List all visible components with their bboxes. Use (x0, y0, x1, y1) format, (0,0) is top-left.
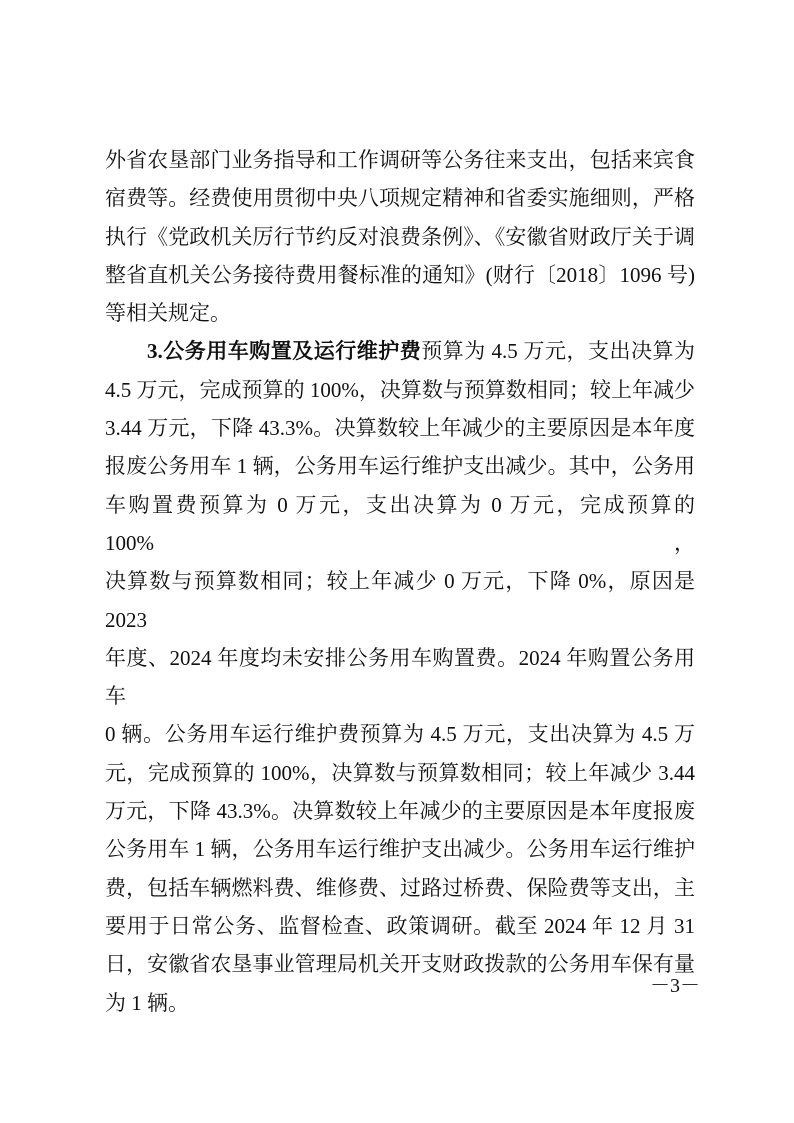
text-segment: 预算为 4.5 万元，支出决算为 (421, 339, 695, 364)
text-line: 费，包括车辆燃料费、维修费、过路过桥费、保险费等支出，主 (105, 875, 695, 900)
text-line: 0 辆。公务用车运行维护费预算为 4.5 万元，支出决算为 4.5 万 (105, 722, 695, 747)
text-line: 整省直机关公务接待费用餐标准的通知》(财行〔2018〕1096 号) (105, 262, 695, 287)
document-body (105, 141, 695, 1022)
text-line: 车购置费预算为 0 万元，支出决算为 0 万元，完成预算的 100%， (105, 492, 695, 555)
text-line: 为 1 辆。 (105, 990, 189, 1015)
text-line: 3.44 万元，下降 43.3%。决算数较上年减少的主要原因是本年度 (105, 416, 695, 441)
text-line: 公务用车 1 辆，公务用车运行维护支出减少。公务用车运行维护 (105, 837, 695, 862)
text-line: 外省农垦部门业务指导和工作调研等公务往来支出，包括来宾食 (105, 148, 695, 172)
page-number: －3－ (650, 975, 700, 997)
text-line: 元，完成预算的 100%，决算数与预算数相同；较上年减少 3.44 (105, 760, 695, 785)
text-line: 日，安徽省农垦事业管理局机关开支财政拨款的公务用车保有量 (105, 952, 695, 977)
text-line (105, 332, 695, 370)
text-line: 4.5 万元，完成预算的 100%，决算数与预算数相同；较上年减少 (105, 377, 695, 402)
text-line: 执行《党政机关厉行节约反对浪费条例》、《安徽省财政厅关于调 (105, 224, 695, 249)
text-line: 等相关规定。 (105, 301, 231, 326)
text-line: 宿费等。经费使用贯彻中央八项规定精神和省委实施细则，严格 (105, 186, 695, 211)
inline-bold-heading: 3.公务用车购置及运行维护费 (147, 339, 422, 364)
text-line: 要用于日常公务、监督检查、政策调研。截至 2024 年 12 月 31 (105, 913, 695, 938)
text-line: 报废公务用车 1 辆，公务用车运行维护支出减少。其中，公务用 (105, 454, 695, 479)
text-line: 决算数与预算数相同；较上年减少 0 万元，下降 0%，原因是 2023 (105, 569, 695, 632)
text-line: 年度、2024 年度均未安排公务用车购置费。2024 年购置公务用车 (105, 645, 695, 709)
text-line: 万元，下降 43.3%。决算数较上年减少的主要原因是本年度报废 (105, 799, 695, 824)
